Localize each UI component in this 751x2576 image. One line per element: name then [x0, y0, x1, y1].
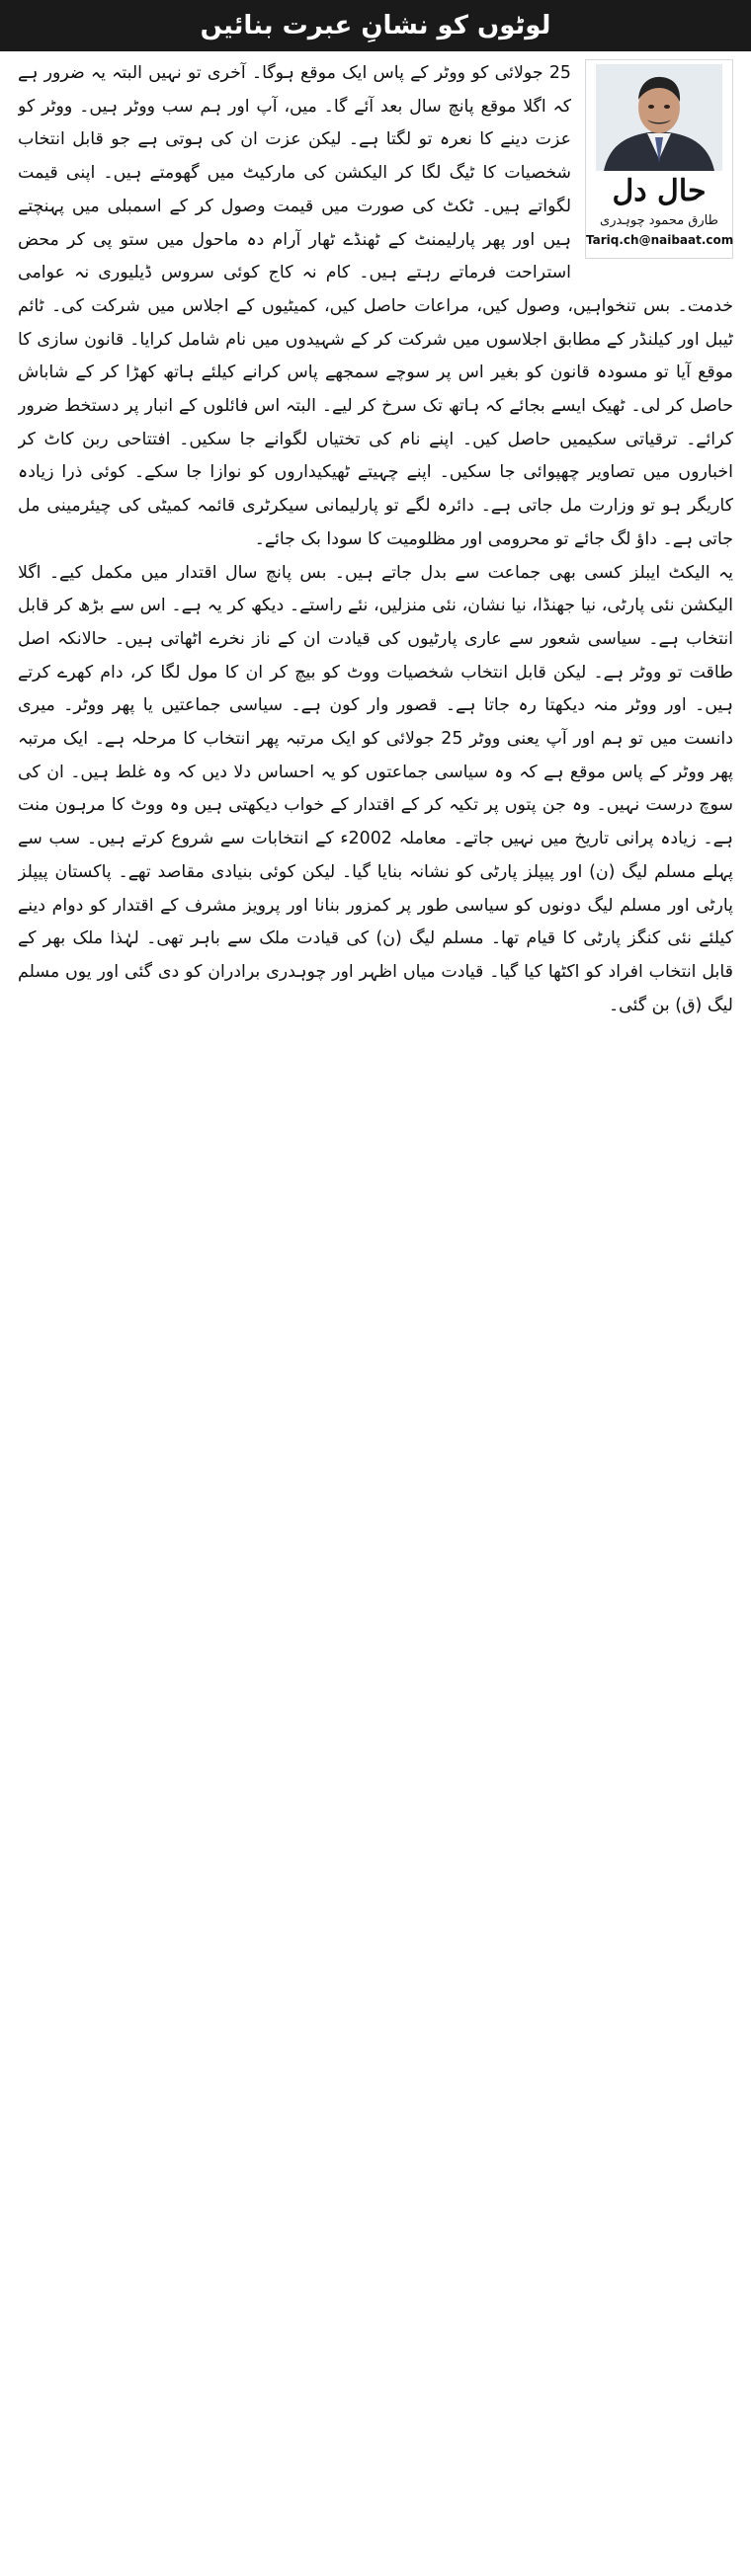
- author-photo: [596, 64, 722, 171]
- author-portrait-image: [596, 64, 722, 171]
- byline-box: [585, 59, 733, 259]
- article-paragraph: یہ الیکٹ ایبلز کسی بھی جماعت سے بدل جاتے ہیں۔ بس پانچ سال اقتدار میں مکمل کیے۔ اگلا الیکشن نئی پارٹی، نیا جھنڈا، نیا نشان، نئی منزلیں، نئے راستے۔ دیکھ کر یہ ہے۔ اس سے بڑھ کر قابل انتخاب ہے۔ سیاسی شعور سے عاری پارٹیوں کی قیادت ان کے ناز نخرے اٹھاتی ہیں۔ حالانکہ اصل طاقت تو ووٹر ہے۔ لیکن قابل انتخاب شخصیات ووٹ کو بیچ کر ان کا مول لگا کر، دام کھرے کرتے ہیں۔ اور ووٹر منہ دیکھتا رہ جاتا ہے۔ قصور وار کون ہے۔ سیاسی جماعتیں یا پھر ووٹر۔ میری دانست میں تو ہم اور آپ یعنی ووٹر 25 جولائی کو ایک مرتبہ پھر انتخاب کا مرحلہ ہے۔ ایک مرتبہ پھر ووٹر کے پاس موقع ہے کہ وہ سیاسی جماعتوں کو یہ احساس دلا دیں کہ وہ غلط ہیں۔ ان کی سوچ درست نہیں۔ وہ جن پتوں پر تکیہ کر کے اقتدار کے خواب دیکھتی ہیں وہ ووٹ کا مرہون منت ہے۔ زیادہ پرانی تاریخ میں نہیں جاتے۔ معاملہ 2002ء کے انتخابات سے شروع کرتے ہیں۔ سب سے پہلے مسلم لیگ (ن) اور پیپلز پارٹی کو نشانہ بنایا گیا۔ لیکن کوئی بنیادی مقاصد تھے۔ پاکستان پیپلز پارٹی اور مسلم لیگ دونوں کو سیاسی طور پر کمزور بنانا اور پرویز مشرف کے اقتدار کو دوام دینے کیلئے نئی کنگز پارٹی کا قیام تھا۔ مسلم لیگ (ن) کی قیادت ملک سے باہر تھی۔ لہٰذا ملک بھر کے قابل انتخاب افراد کو اکٹھا کیا گیا۔ قیادت میاں اظہر اور چوہدری برادران کو دی گئی اور یوں مسلم لیگ (ق) بن گئی۔: [18, 562, 733, 1015]
- column-headline: لوٹوں کو نشانِ عبرت بنائیں: [0, 0, 751, 51]
- author-email: Tariq.ch@naibaat.com: [586, 233, 733, 247]
- column-body: [18, 57, 733, 2566]
- article-paragraph: 25 جولائی کو ووٹر کے پاس ایک موقع ہوگا۔ آخری تو نہیں البتہ یہ ضرور ہے کہ اگلا موقع پانچ سال بعد آئے گا۔ میں، آپ اور ہم سب ووٹر ہیں۔ ووٹر کو عزت دینے کا نعرہ تو لگتا ہے۔ لیکن عزت ان کی ہوتی ہے جو قابل انتخاب شخصیات کا ٹیگ لگا کر الیکشن کی مارکیٹ میں گھومتے ہیں۔ اپنی قیمت لگواتے ہیں۔ ٹکٹ کی صورت میں قیمت وصول کر کے اسمبلی میں پہنچتے ہیں اور پھر پارلیمنٹ کے ٹھنڈے ٹھار آرام دہ ماحول میں ستو پی کر محض استراحت فرماتے رہتے ہیں۔ کام نہ کاج کوئی سروس ڈیلیوری نہ عوامی خدمت۔ بس تنخواہیں، وصول کیں، مراعات حاصل کیں، کمیٹیوں کے اجلاس میں شرکت کی۔ ٹائم ٹیبل اور کیلنڈر کے مطابق اجلاسوں میں شرکت کر کے شہیدوں میں نام شامل کرایا۔ قانون سازی کا موقع آیا تو مسودہ قانون کو بغیر اس پر سوچے سمجھے پاس کرانے کیلئے ہاتھ کھڑا کر کے شاباش حاصل کر لی۔ ٹھیک ایسے بجائے کہ ہاتھ تک سرخ کر لیے۔ البتہ اس فائلوں کے انبار پر دستخط ضرور کرائے۔ ترقیاتی سکیمیں حاصل کیں۔ اپنے نام کی تختیاں لگوانے جا سکیں۔ افتتاحی ربن کاٹ کر اخباروں میں تصاویر چھپوائی جا سکیں۔ اپنے چہیتے ٹھیکیداروں کو نوازا جا سکے۔ کوئی ذرا زیادہ کاریگر ہو تو وزارت مل جاتی ہے۔ دائرہ لگے تو پارلیمانی سیکرٹری قائمہ کمیٹی کی چیئرمینی مل جاتی ہے۔ داؤ لگ جائے تو محرومی اور مظلومیت کا سودا بک جائے۔: [18, 63, 733, 549]
- author-name: طارق محمود چوہدری: [600, 213, 718, 228]
- column-name: حال دل: [612, 174, 707, 208]
